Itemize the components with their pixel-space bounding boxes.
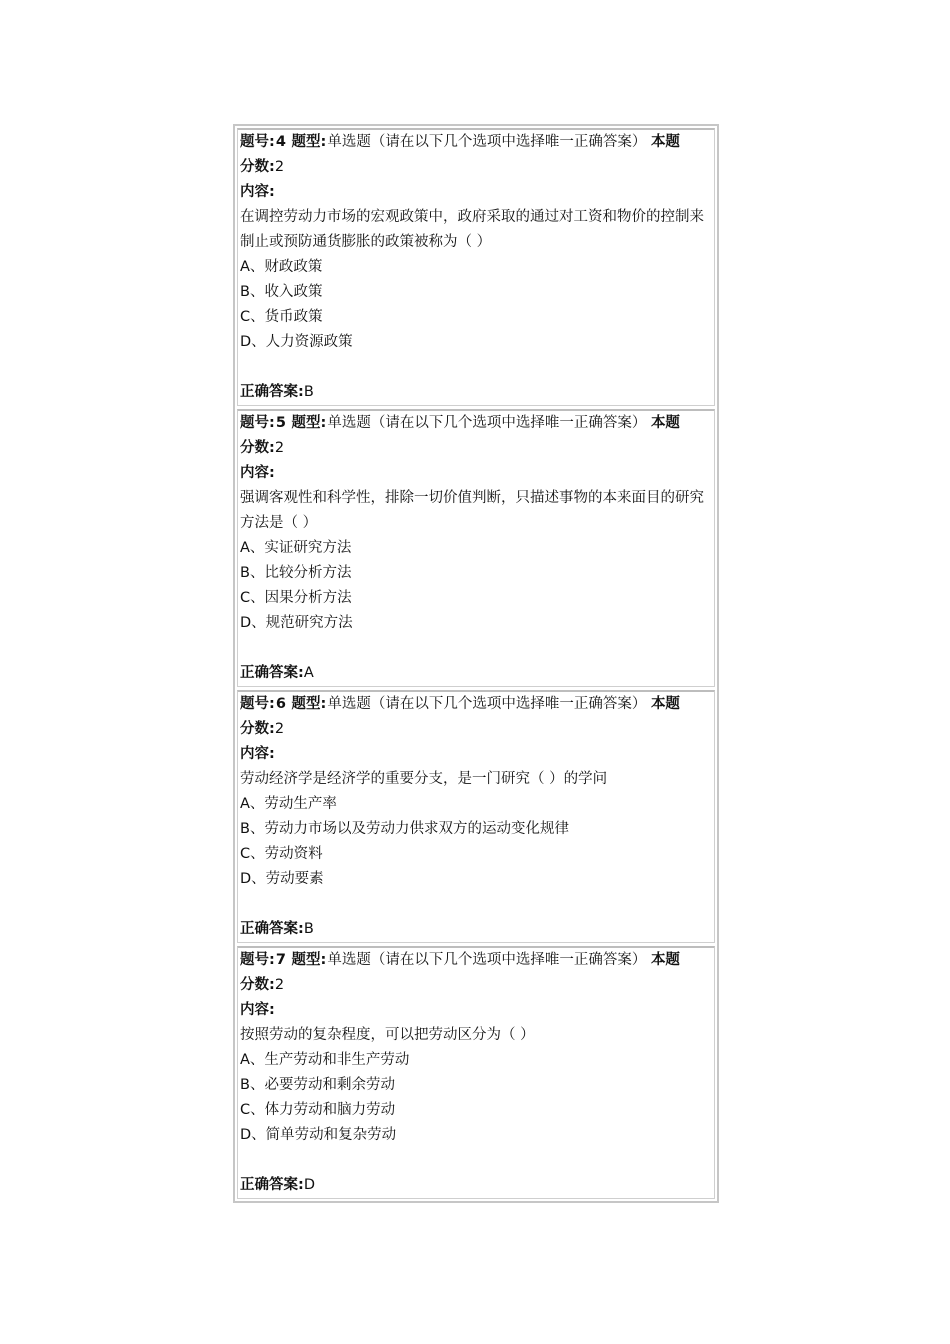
question-number: 7 <box>275 952 286 968</box>
question-number: 4 <box>275 134 286 150</box>
question-text: 按照劳动的复杂程度，可以把劳动区分为（ ） <box>240 1027 535 1043</box>
score-label: 本题 <box>650 952 680 968</box>
spacer <box>240 892 714 917</box>
question-number: 6 <box>275 696 286 712</box>
spacer <box>240 355 714 380</box>
option-a: A、劳动生产率 <box>240 796 337 812</box>
content-label: 内容: <box>240 465 275 481</box>
question-block <box>237 946 715 1199</box>
option-c: C、货币政策 <box>240 309 323 325</box>
option-d: D、简单劳动和复杂劳动 <box>240 1127 397 1143</box>
answer-value: A <box>303 665 314 681</box>
content-label: 内容: <box>240 1002 275 1018</box>
answer-value: D <box>303 1177 315 1193</box>
answer-line <box>240 380 714 405</box>
score-label-2: 分数: <box>240 159 275 175</box>
score-value: 2 <box>274 159 285 175</box>
option-b: B、收入政策 <box>240 284 323 300</box>
question-number: 5 <box>275 415 286 431</box>
option-c: C、因果分析方法 <box>240 590 352 606</box>
spacer <box>240 1148 714 1173</box>
score-label: 本题 <box>650 134 680 150</box>
question-number-label: 题号: <box>240 952 275 968</box>
option-c: C、劳动资料 <box>240 846 323 862</box>
option-d: D、劳动要素 <box>240 871 324 887</box>
option-d: D、人力资源政策 <box>240 334 353 350</box>
answer-line <box>240 1173 714 1198</box>
score-label: 本题 <box>650 696 680 712</box>
question-type-label: 题型: <box>291 952 327 968</box>
option-b: B、劳动力市场以及劳动力供求双方的运动变化规律 <box>240 821 569 837</box>
option-a: A、生产劳动和非生产劳动 <box>240 1052 410 1068</box>
question-text: 劳动经济学是经济学的重要分支，是一门研究（ ）的学问 <box>240 771 608 787</box>
answer-label: 正确答案: <box>240 921 304 937</box>
question-sheet <box>233 124 719 1203</box>
question-header <box>240 948 714 973</box>
question-header <box>240 411 714 436</box>
question-number-label: 题号: <box>240 134 275 150</box>
score-value: 2 <box>274 977 285 993</box>
question-block <box>237 690 715 943</box>
question-type: 单选题（请在以下几个选项中选择唯一正确答案） <box>327 134 647 150</box>
option-b: B、必要劳动和剩余劳动 <box>240 1077 395 1093</box>
question-type: 单选题（请在以下几个选项中选择唯一正确答案） <box>327 415 647 431</box>
score-label-2: 分数: <box>240 440 275 456</box>
question-type-label: 题型: <box>291 134 327 150</box>
question-number-label: 题号: <box>240 415 275 431</box>
question-type: 单选题（请在以下几个选项中选择唯一正确答案） <box>327 696 647 712</box>
answer-value: B <box>303 384 314 400</box>
option-a: A、财政政策 <box>240 259 323 275</box>
question-type-label: 题型: <box>291 415 327 431</box>
score-label: 本题 <box>650 415 680 431</box>
question-block <box>237 409 715 687</box>
content-label: 内容: <box>240 746 275 762</box>
question-header <box>240 692 714 717</box>
score-value: 2 <box>274 440 285 456</box>
score-line <box>240 155 714 180</box>
question-text: 强调客观性和科学性，排除一切价值判断，只描述事物的本来面目的研究方法是（ ） <box>240 490 704 531</box>
question-type-label: 题型: <box>291 696 327 712</box>
answer-line <box>240 917 714 942</box>
score-line <box>240 436 714 461</box>
score-label-2: 分数: <box>240 721 275 737</box>
answer-label: 正确答案: <box>240 384 304 400</box>
option-c: C、体力劳动和脑力劳动 <box>240 1102 396 1118</box>
answer-label: 正确答案: <box>240 1177 304 1193</box>
score-label-2: 分数: <box>240 977 275 993</box>
score-line <box>240 717 714 742</box>
score-value: 2 <box>274 721 285 737</box>
answer-line <box>240 661 714 686</box>
option-d: D、规范研究方法 <box>240 615 353 631</box>
option-a: A、实证研究方法 <box>240 540 352 556</box>
answer-label: 正确答案: <box>240 665 304 681</box>
question-header <box>240 130 714 155</box>
score-line <box>240 973 714 998</box>
option-b: B、比较分析方法 <box>240 565 352 581</box>
question-block <box>237 128 715 406</box>
question-number-label: 题号: <box>240 696 275 712</box>
question-type: 单选题（请在以下几个选项中选择唯一正确答案） <box>327 952 647 968</box>
content-label: 内容: <box>240 184 275 200</box>
answer-value: B <box>303 921 314 937</box>
question-text: 在调控劳动力市场的宏观政策中，政府采取的通过对工资和物价的控制来制止或预防通货膨胀的政策被称为（ ） <box>240 209 704 250</box>
spacer <box>240 636 714 661</box>
